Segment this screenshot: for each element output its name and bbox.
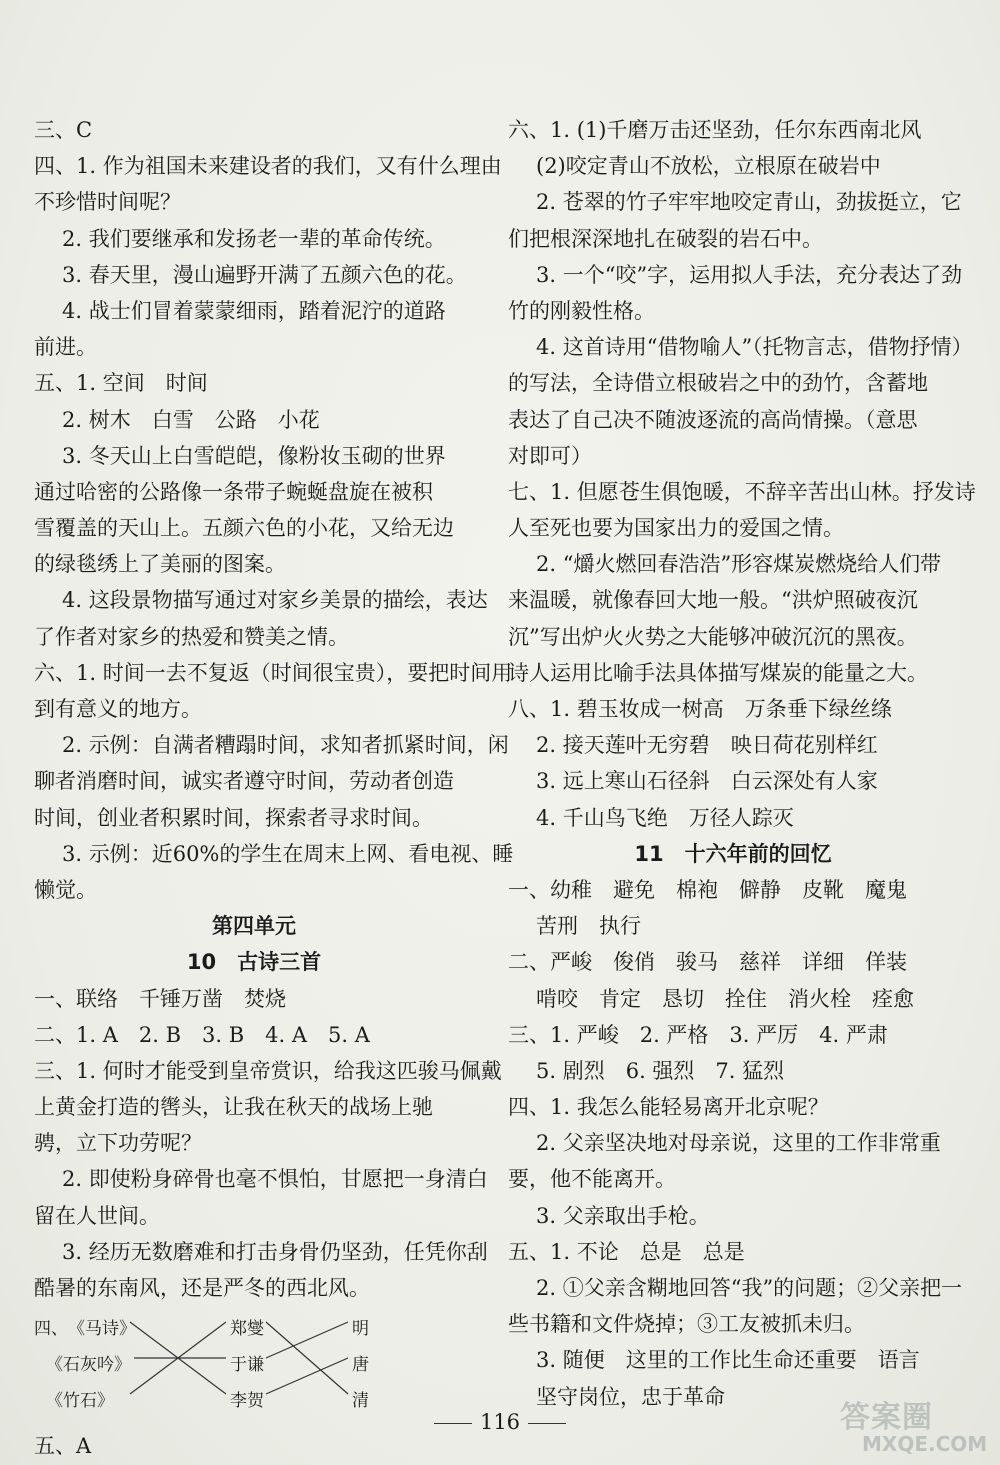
poet-name: 郑燮: [230, 1319, 264, 1340]
answer-line: 五、1. 空间 时间: [34, 371, 208, 396]
section-title: 第四单元: [212, 914, 296, 939]
answer-line: 要，他不能离开。: [508, 1167, 676, 1192]
answer-line: 3. 春天里，漫山遍野开满了五颜六色的花。: [62, 262, 467, 287]
answer-line: 聊者消磨时间，诚实者遵守时间，劳动者创造: [34, 769, 454, 794]
answer-line: 对即可）: [508, 443, 592, 468]
answer-line: 3. 父亲取出手枪。: [536, 1203, 710, 1228]
answer-line: 三、C: [34, 118, 93, 142]
answer-line: 懒觉。: [34, 877, 97, 902]
answer-line: 4. 战士们冒着蒙蒙细雨，踏着泥泞的道路: [62, 298, 446, 323]
answer-line: 通过哈密的公路像一条带子蜿蜒盘旋在被积: [34, 479, 433, 504]
answer-line: 2. 接天莲叶无穷碧 映日荷花别样红: [536, 733, 878, 758]
answer-line: 3. 远上寒山石径斜 白云深处有人家: [536, 769, 878, 794]
answer-line: (2)咬定青山不放松，立根原在破岩中: [536, 154, 881, 179]
answer-line: 2. “爝火燃回春浩浩”形容煤炭燃烧给人们带: [536, 552, 942, 577]
section-title: 11 十六年前的回忆: [634, 841, 832, 866]
poet-name: 于谦: [230, 1355, 264, 1376]
answer-line: 竹的刚毅性格。: [508, 298, 655, 323]
answer-line: 沉”写出炉火火势之大能够冲破沉沉的黑夜。: [508, 624, 918, 649]
answer-line: 2. 苍翠的竹子牢牢地咬定青山，劲拔挺立，它: [536, 190, 962, 215]
answer-line: 3. 冬天山上白雪皑皑，像粉妆玉砌的世界: [62, 443, 446, 468]
answer-line: 的绿毯绣上了美丽的图案。: [34, 552, 286, 577]
watermark-text: 答案圈: [840, 1400, 933, 1435]
poet-to-dynasty-line: [266, 1322, 348, 1394]
answer-line: 坚守岗位，忠于革命: [536, 1384, 725, 1409]
answer-line: 啃咬 肯定 恳切 拴住 消火栓 痊愈: [536, 986, 914, 1011]
answer-line: 七、1. 但愿苍生俱饱暖，不辞辛苦出山林。抒发诗: [508, 479, 976, 504]
answer-line: 酷暑的东南风，还是严冬的西北风。: [34, 1276, 370, 1300]
answer-line: 六、1. (1)千磨万击还坚劲，任尔东西南北风: [508, 118, 922, 142]
answer-line: 五、1. 不论 总是 总是: [508, 1239, 745, 1264]
answer-line: 一、联络 千锤万凿 焚烧: [34, 986, 286, 1011]
answer-line: 2. 树木 白雪 公路 小花: [62, 407, 320, 432]
answer-line: 三、1. 严峻 2. 严格 3. 严厉 4. 严肃: [508, 1022, 888, 1047]
answer-line: 前进。: [34, 335, 97, 360]
answer-line: 到有意义的地方。: [34, 697, 202, 721]
answer-line: 留在人世间。: [34, 1203, 160, 1228]
answer-line: 3. 随便 这里的工作比生命还重要 语言: [536, 1348, 920, 1373]
page-number-text: 116: [479, 1410, 521, 1434]
dynasty-name: 明: [352, 1319, 369, 1340]
answer-line: 一、幼稚 避免 棉袍 僻静 皮靴 魔鬼: [508, 877, 907, 902]
poem-title: 《马诗》: [68, 1319, 136, 1340]
watermark-url: MXQE.COM: [862, 1432, 988, 1456]
poem-title: 《石灰吟》: [46, 1355, 131, 1376]
answer-line: 人至死也要为国家出力的爱国之情。: [508, 516, 844, 541]
dynasty-name: 唐: [352, 1355, 369, 1376]
answer-line: 2. 父亲坚决地对母亲说，这里的工作非常重: [536, 1131, 941, 1156]
answer-line: 来温暖，就像春回大地一般。“洪炉照破夜沉: [508, 588, 918, 613]
answer-line: 的写法，全诗借立根破岩之中的劲竹，含蓄地: [508, 371, 928, 396]
answer-line: 了作者对家乡的热爱和赞美之情。: [34, 624, 349, 649]
answer-line: 四、1. 作为祖国未来建设者的我们，又有什么理由: [34, 154, 502, 179]
answer-line: 四、1. 我怎么能轻易离开北京呢？: [508, 1095, 829, 1120]
answer-line: 苦刑 执行: [536, 914, 641, 939]
answer-line: 4. 这首诗用“借物喻人”（托物言志，借物抒情）: [536, 335, 973, 360]
poet-to-dynasty-line: [266, 1322, 348, 1358]
answer-line: 六、1. 时间一去不复返（时间很宝贵），要把时间用: [34, 660, 513, 685]
watermark-logo: [840, 1392, 990, 1458]
answer-line: 二、严峻 俊俏 骏马 慈祥 详细 佯装: [508, 950, 907, 975]
answer-line: 些书籍和文件烧掉；③工友被抓未归。: [508, 1312, 865, 1337]
answer-line: 2. 我们要继承和发扬老一辈的革命传统。: [62, 226, 446, 251]
answer-line: 5. 剧烈 6. 强烈 7. 猛烈: [536, 1058, 785, 1083]
answer-line: 八、1. 碧玉妆成一树高 万条垂下绿丝绦: [508, 697, 892, 721]
poem-title: 《竹石》: [46, 1391, 114, 1412]
answer-line: 3. 经历无数磨难和打击身骨仍坚劲，任凭你刮: [62, 1239, 488, 1264]
answer-line: 上黄金打造的辔头，让我在秋天的战场上驰: [34, 1095, 433, 1120]
answer-line: 2. ①父亲含糊地回答“我”的问题；②父亲把一: [536, 1276, 963, 1300]
answer-line: 三、1. 何时才能受到皇帝赏识，给我这匹骏马佩戴: [34, 1058, 502, 1083]
answer-line: 骋，立下功劳呢？: [34, 1131, 202, 1156]
answer-line: 3. 示例：近60%的学生在周末上网、看电视、睡: [62, 841, 514, 866]
answer-line: 五、A: [34, 1434, 92, 1459]
answer-line: 时间，创业者积累时间，探索者寻求时间。: [34, 805, 433, 830]
answer-line: 4. 千山鸟飞绝 万径人踪灭: [536, 805, 794, 830]
answer-line: 2. 示例：自满者糟蹋时间，求知者抓紧时间，闲: [62, 733, 509, 758]
section-title: 10 古诗三首: [186, 950, 322, 975]
answer-line: 3. 一个“咬”字，运用拟人手法，充分表达了劲: [536, 262, 963, 287]
answer-line: 二、1. A 2. B 3. B 4. A 5. A: [34, 1022, 370, 1047]
answer-line: 雪覆盖的天山上。五颜六色的小花，又给无边: [34, 516, 454, 541]
poet-to-dynasty-line: [266, 1358, 348, 1394]
matching-prefix: 四、: [34, 1319, 68, 1340]
dynasty-name: 清: [352, 1391, 369, 1412]
answer-line: 表达了自己决不随波逐流的高尚情操。（意思: [508, 407, 918, 432]
poet-name: 李贺: [230, 1391, 264, 1412]
answer-line: 2. 即使粉身碎骨也毫不惧怕，甘愿把一身清白: [62, 1167, 488, 1192]
right-column: [508, 112, 976, 1415]
answer-line: 诗人运用比喻手法具体描写煤炭的能量之大。: [508, 660, 928, 685]
answer-line: 4. 这段景物描写通过对家乡美景的描绘，表达: [62, 588, 488, 613]
answer-line: 不珍惜时间呢？: [34, 190, 181, 215]
answer-line: 们把根深深地扎在破裂的岩石中。: [508, 226, 823, 251]
